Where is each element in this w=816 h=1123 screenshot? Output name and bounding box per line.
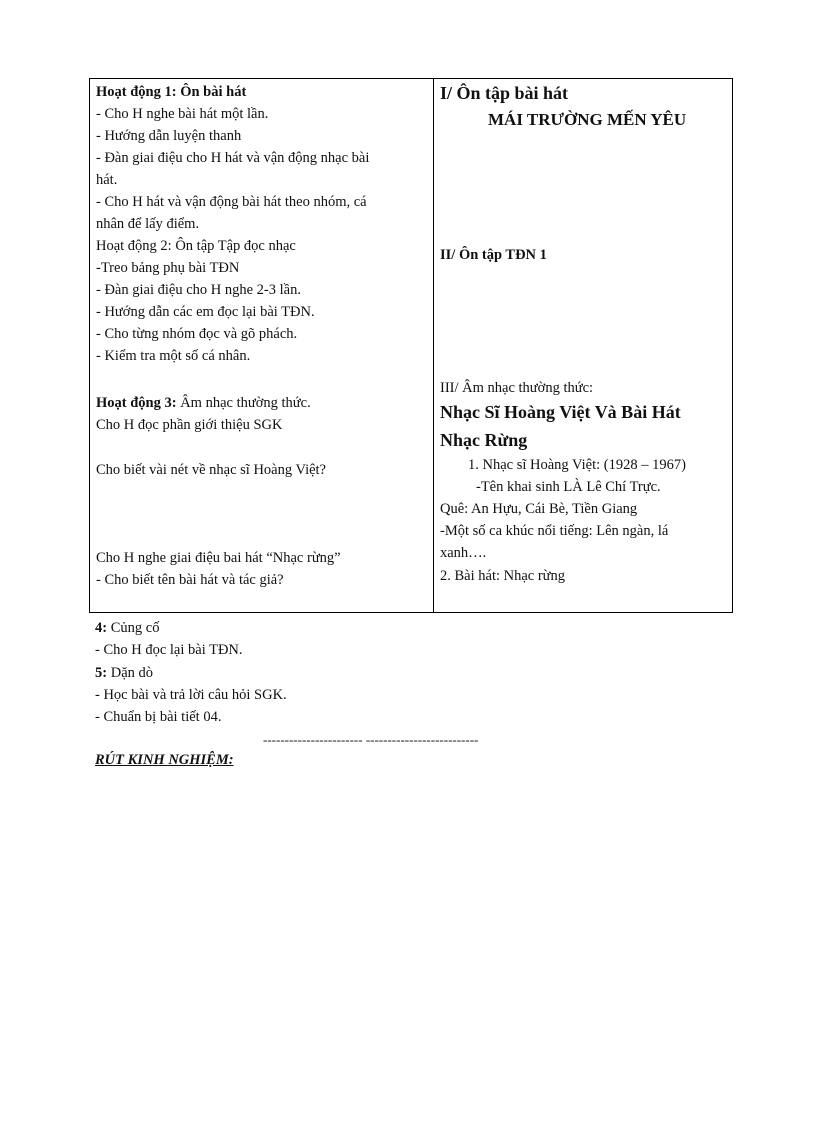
composer-famous-songs: xanh…. [440, 545, 487, 561]
section-3-title: III/ Âm nhạc thường thức: [440, 380, 594, 396]
activity-3-topic: Âm nhạc thường thức. [176, 395, 311, 411]
composer-hometown: Quê: An Hựu, Cái Bè, Tiền Giang [440, 501, 638, 517]
composer-birth-name: -Tên khai sinh LÀ Lê Chí Trực. [476, 479, 661, 495]
composer-item: 1. Nhạc sĩ Hoàng Việt: (1928 – 1967) [468, 457, 686, 473]
activity-1-heading: Hoạt động 1: Ôn bài hát [96, 84, 247, 100]
question-composer: Cho biết vài nét về nhạc sĩ Hoàng Việt? [96, 462, 326, 478]
activity-2-line: - Kiểm tra một số cá nhân. [96, 348, 251, 364]
section-3-heading: Nhạc Rừng [440, 430, 528, 450]
column-divider [433, 79, 434, 612]
lesson-table [89, 78, 733, 613]
question-song: - Cho biết tên bài hát và tác giả? [96, 572, 284, 588]
activity-1-line: - Cho H hát và vận động bài hát theo nhóm, cá [96, 194, 367, 210]
homework-heading [95, 664, 153, 682]
song-title: MÁI TRƯỜNG MẾN YÊU [488, 110, 687, 129]
activity-1-line: - Đàn giai điệu cho H hát và vận động nhạc bài [96, 150, 370, 166]
separator-line: ----------------------- -------------------------- [263, 732, 479, 747]
activity-3-line: Cho H đọc phần giới thiệu SGK [96, 417, 283, 433]
consolidation-number: 4: [95, 620, 108, 636]
section-2-title: II/ Ôn tập TĐN 1 [440, 247, 547, 263]
activity-1-line: hát. [96, 172, 118, 188]
activity-2-line: - Đàn giai điệu cho H nghe 2-3 lần. [96, 282, 301, 298]
consolidation-label: Củng cố [107, 620, 160, 636]
activity-1-line: - Hướng dẫn luyện thanh [96, 128, 242, 144]
listen-instruction: Cho H nghe giai điệu bai hát “Nhạc rừng” [96, 550, 341, 566]
activity-2-line: - Cho từng nhóm đọc và gõ phách. [96, 326, 298, 342]
section-1-title: I/ Ôn tập bài hát [440, 83, 569, 103]
consolidation-heading [95, 619, 159, 637]
composer-famous-songs: -Một số ca khúc nổi tiếng: Lên ngàn, lá [440, 523, 669, 539]
homework-line: - Chuẩn bị bài tiết 04. [95, 709, 222, 725]
activity-3-heading [96, 394, 311, 412]
activity-1-line: nhân để lấy điểm. [96, 216, 200, 232]
activity-3-label: Hoạt động 3: [96, 395, 177, 411]
activity-2-line: - Hướng dẫn các em đọc lại bài TĐN. [96, 304, 315, 320]
activity-1-line: - Cho H nghe bài hát một lần. [96, 106, 269, 122]
homework-number: 5: [95, 665, 108, 681]
consolidation-line: - Cho H đọc lại bài TĐN. [95, 642, 243, 658]
homework-label: Dặn dò [107, 665, 154, 681]
song-item: 2. Bài hát: Nhạc rừng [440, 568, 566, 584]
section-3-heading: Nhạc Sĩ Hoàng Việt Và Bài Hát [440, 402, 681, 422]
activity-2-heading: Hoạt động 2: Ôn tập Tập đọc nhạc [96, 238, 296, 254]
activity-2-line: -Treo bảng phụ bài TĐN [96, 260, 240, 276]
experience-heading: RÚT KINH NGHIỆM: [95, 752, 234, 768]
homework-line: - Học bài và trả lời câu hỏi SGK. [95, 687, 287, 703]
